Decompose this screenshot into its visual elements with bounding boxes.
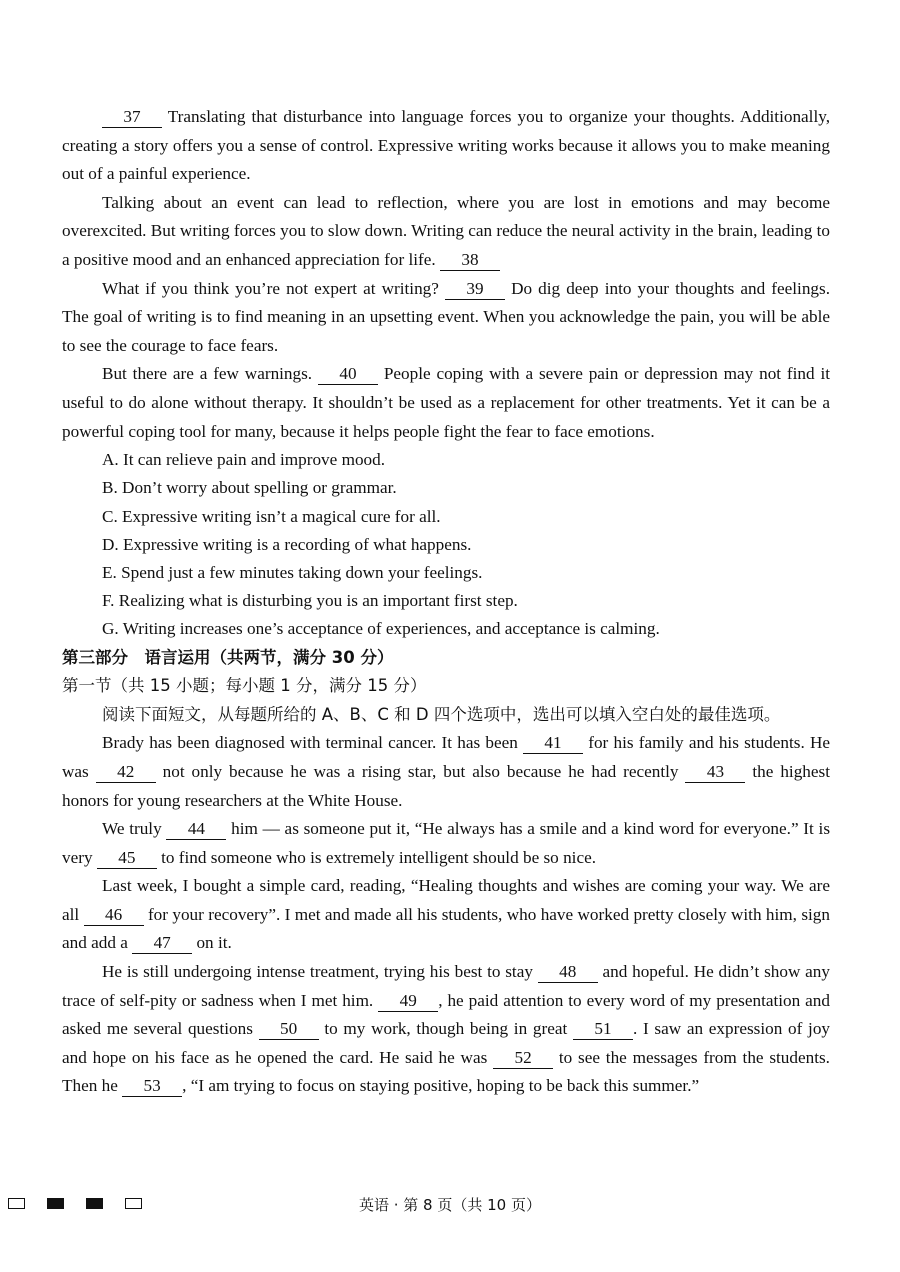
blank-41: 41 (523, 733, 583, 754)
paragraph-text: on it. (192, 933, 232, 953)
page-content (62, 103, 830, 1101)
blank-42: 42 (96, 762, 156, 783)
blank-43: 43 (685, 762, 745, 783)
section-subtitle: 第一节（共 15 小题；每小题 1 分，满分 15 分） (62, 676, 427, 696)
paragraph-text: and hopeful. He didn’t show any trace of self-pity or sadness when I met him. (62, 962, 830, 1010)
blank-39: 39 (445, 279, 505, 300)
option-a: A. It can relieve pain and improve mood. (102, 450, 386, 470)
paragraph-text: , “I am trying to focus on staying positive, hoping to be back this summer.” (182, 1076, 700, 1096)
paragraph-text: the highest honors for young researchers at the White House. (62, 761, 830, 810)
blank-38: 38 (440, 250, 500, 271)
blank-48: 48 (538, 962, 598, 983)
option-list (62, 446, 830, 643)
cloze-paragraph-3 (62, 872, 830, 958)
blank-49: 49 (378, 991, 438, 1012)
option-e: E. Spend just a few minutes taking down your feelings. (102, 562, 483, 582)
blank-37: 37 (102, 107, 162, 128)
blank-51: 51 (573, 1019, 633, 1040)
paragraph-text: But there are a few warnings. (102, 364, 318, 384)
paragraph-text: , he paid attention to every word of my presentation and asked me several questions (62, 990, 830, 1039)
blank-47: 47 (132, 933, 192, 954)
option-d: D. Expressive writing is a recording of what happens. (102, 534, 472, 554)
paragraph-text: Translating that disturbance into language forces you to organize your thoughts. Additionally, creating a story offers you a sense of control. Expressive writing works because it allows you to make meaning out of a painful experience. (62, 107, 830, 184)
paragraph-text: to find someone who is extremely intelligent should be so nice. (156, 847, 596, 867)
option-b: B. Don’t worry about spelling or grammar. (102, 478, 397, 498)
blank-46: 46 (84, 905, 144, 926)
paragraph-text: to my work, though being in great (318, 1019, 573, 1039)
paragraph-text: for your recovery”. I met and made all his students, who have worked pretty closely with him, sign and add a (62, 904, 830, 953)
blank-45: 45 (97, 848, 157, 869)
paragraph-39 (62, 275, 830, 361)
blank-53: 53 (122, 1076, 182, 1097)
paragraph-text: . I saw an expression of joy and hope on his face as he opened the card. He said he was (62, 1019, 831, 1067)
paragraph-text: Brady has been diagnosed with terminal cancer. It has been (102, 733, 524, 753)
paragraph-40 (62, 360, 830, 446)
option-c: C. Expressive writing isn’t a magical cure for all. (102, 506, 441, 526)
page-footer (0, 1194, 900, 1218)
section-title: 第三部分 语言运用（共两节，满分 30 分） (62, 647, 394, 667)
paragraph-text: to see the messages from the students. Then he (62, 1047, 830, 1096)
option-f: F. Realizing what is disturbing you is an important first step. (102, 591, 518, 611)
blank-50: 50 (259, 1019, 319, 1040)
paragraph-text: Talking about an event can lead to reflection, where you are lost in emotions and may become overexcited. But writing forces you to slow down. Writing can reduce the neural activity in the brain, leading to a positive mood and an enhanced appreciation for life. (62, 192, 830, 269)
paragraph-text: People coping with a severe pain or depression may not find it useful to do alone without therapy. It shouldn’t be used as a replacement for other treatments. Yet it can be a powerful coping tool for many, because it helps people fight the fear to face emotions. (62, 364, 830, 441)
cloze-paragraph-2 (62, 815, 830, 872)
blank-44: 44 (166, 819, 226, 840)
paragraph-text: him — as someone put it, “He always has a smile and a kind word for everyone.” It is very (62, 819, 831, 867)
paragraph-38 (62, 189, 830, 275)
blank-40: 40 (318, 364, 378, 385)
blank-52: 52 (493, 1048, 553, 1069)
paragraph-text: Do dig deep into your thoughts and feelings. The goal of writing is to find meaning in an upsetting event. When you acknowledge the pain, you will be able to see the courage to face fears. (62, 278, 830, 355)
page-number: 英语 · 第 8 页（共 10 页） (358, 1196, 541, 1214)
paragraph-37 (62, 103, 830, 189)
paragraph-text: What if you think you’re not expert at writing? (102, 278, 445, 298)
section-instruction: 阅读下面短文，从每题所给的 A、B、C 和 D 四个选项中，选出可以填入空白处的最佳选项。 (102, 704, 781, 724)
paragraph-text: We truly (102, 819, 167, 839)
paragraph-text: He is still undergoing intense treatment, trying his best to stay (102, 962, 538, 982)
option-g: G. Writing increases one’s acceptance of experiences, and acceptance is calming. (102, 619, 660, 639)
paragraph-text: for his family and his students. He was (62, 733, 830, 781)
paragraph-text: Last week, I bought a simple card, reading, “Healing thoughts and wishes are coming your way. We are all (62, 876, 830, 924)
cloze-paragraph-4 (62, 958, 830, 1101)
paragraph-text: not only because he was a rising star, but also because he had recently (155, 761, 686, 781)
cloze-paragraph-1 (62, 729, 830, 815)
